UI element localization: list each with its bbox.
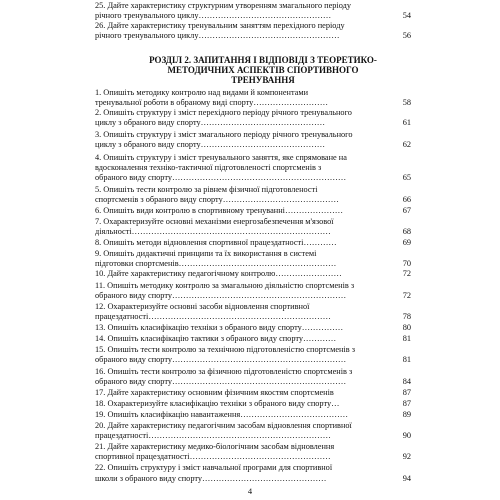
toc-entry-text: обраного виду спорту……………………………………………………… xyxy=(95,377,347,386)
toc-line xyxy=(95,334,407,344)
toc-entry-text: 17. Дайте характеристику основним фізичним якостям спортсменів xyxy=(95,388,334,397)
toc-line xyxy=(95,345,407,355)
toc-page-number: 66 xyxy=(402,195,411,204)
toc-line xyxy=(95,291,407,301)
toc-line xyxy=(95,431,407,441)
toc-entry-text: 8. Опишіть методи відновлення спортивної працездатності………… xyxy=(95,238,337,247)
toc-entry-text: 3. Опишіть структуру і зміст змагального періоду річного тренувального xyxy=(95,130,353,139)
toc-line xyxy=(95,238,407,248)
toc-entry-text: діяльності……………………………………………………………… xyxy=(95,227,331,236)
toc-entry-text: обраного виду спорту……………………………………………………… xyxy=(95,291,347,300)
section-heading-line-1: РОЗДІЛ 2. ЗАПИТАННЯ І ВІДПОВІДІ З ТЕОРЕТИКО- xyxy=(149,55,377,65)
toc-line xyxy=(95,163,407,173)
toc-entry-text: річного тренувального циклу…………………………………………… xyxy=(95,31,340,40)
toc-line xyxy=(95,302,407,312)
toc-page-number: 70 xyxy=(402,259,411,268)
section-heading xyxy=(118,55,408,85)
toc-entry-text: обраного виду спорту……………………………………………………… xyxy=(95,355,347,364)
toc-entry-text: 12. Охарактеризуйте основні засоби відновлення спортивної xyxy=(95,302,310,311)
toc-entry-text: обраного виду спорту……………………………………………………… xyxy=(95,173,347,182)
toc-entry-text: 20. Дайте характеристику педагогічним засобам відновлення спортивної xyxy=(95,421,352,430)
toc-line xyxy=(95,377,407,387)
toc-line xyxy=(95,88,407,98)
toc-page-number: 68 xyxy=(402,227,411,236)
toc-line xyxy=(95,421,407,431)
toc-line xyxy=(95,130,407,140)
toc-page-number: 90 xyxy=(402,431,411,440)
toc-entry-text: 18. Охарактеризуйте класифікацію техніки з обраного виду спорту… xyxy=(95,399,340,408)
toc-page-number: 87 xyxy=(402,388,411,397)
page-number: 4 xyxy=(247,486,253,496)
toc-page-number: 58 xyxy=(402,98,411,107)
toc-line xyxy=(95,367,407,377)
toc-entry-text: циклу з обраного виду спорту……………………………………… xyxy=(95,140,326,149)
toc-line xyxy=(95,11,407,21)
toc-entry-text: циклу з обраного виду спорту……………………………………… xyxy=(95,118,326,127)
toc-line xyxy=(95,195,407,205)
toc-line xyxy=(95,442,407,452)
toc-line xyxy=(95,452,407,462)
toc-entry-text: 10. Дайте характеристику педагогічному контролю…………………… xyxy=(95,269,342,278)
toc-entry-text: підготовки спортсменів………………………………………………… xyxy=(95,259,337,268)
toc-entry-text: 19. Опишіть класифікацію навантаження………………………………… xyxy=(95,410,349,419)
toc-line xyxy=(95,206,407,216)
toc-entry-text: 14. Опишіть класифікацію тактики з обраного виду спорту………… xyxy=(95,334,337,343)
toc-line xyxy=(95,185,407,195)
toc-line xyxy=(95,323,407,333)
toc-line xyxy=(95,259,407,269)
toc-page-number: 81 xyxy=(402,334,411,343)
toc-entry-text: тренувальної роботи в обраному виді спорту……………………… xyxy=(95,98,329,107)
toc-line xyxy=(95,249,407,259)
toc-line xyxy=(95,281,407,291)
toc-entry-text: 13. Опишіть класифікацію техніки з обраного виду спорту…………… xyxy=(95,323,344,332)
toc-entry-text: 6. Опишіть види контролю в спортивному тренуванні………………… xyxy=(95,206,344,215)
toc-entry-text: працездатності………………………………………………………… xyxy=(95,312,331,321)
toc-entry-text: 26. Дайте характеристику тренувальним заняттям перехідного періоду xyxy=(95,21,345,30)
toc-page-number: 87 xyxy=(402,399,411,408)
toc-entry-text: 7. Охарактеризуйте основні механізми енергозабезпечення м'язової xyxy=(95,217,334,226)
toc-line xyxy=(95,474,407,484)
toc-line xyxy=(95,463,407,473)
toc-line xyxy=(95,217,407,227)
section-heading-line-2: МЕТОДИЧНИХ АСПЕКТІВ СПОРТИВНОГО xyxy=(167,65,359,75)
toc-page-number: 69 xyxy=(402,238,411,247)
toc-line xyxy=(95,140,407,150)
toc-entry-text: 16. Опишіть тести контролю за фізичною підготовленістю спортсменів з xyxy=(95,367,353,376)
toc-entry-text: 22. Опишіть структуру і зміст навчальної програми для спортивної xyxy=(95,463,333,472)
toc-page-number: 72 xyxy=(402,269,411,278)
toc-line xyxy=(95,108,407,118)
toc-page-number: 78 xyxy=(402,312,411,321)
toc-page-number: 94 xyxy=(402,474,411,483)
toc-line xyxy=(95,355,407,365)
toc-line xyxy=(95,312,407,322)
section-heading-line-3: ТРЕНУВАННЯ xyxy=(231,75,295,85)
toc-page-number: 92 xyxy=(402,452,411,461)
toc-entry-text: працездатності………………………………………………………… xyxy=(95,431,331,440)
toc-page-number: 67 xyxy=(402,206,411,215)
toc-entry-text: 25. Дайте характеристику структурним утворенням змагального періоду xyxy=(95,1,352,10)
toc-line xyxy=(95,1,407,11)
toc-line xyxy=(95,410,407,420)
toc-line xyxy=(95,153,407,163)
toc-entry-text: 1. Опишіть методику контролю над видами й компонентами xyxy=(95,88,309,97)
toc-line xyxy=(95,173,407,183)
toc-line xyxy=(95,388,407,398)
toc-entry-text: 11. Опишіть методику контролю за змагальною діяльністю спортсменів з xyxy=(95,281,355,290)
toc-page-number: 65 xyxy=(402,173,411,182)
toc-entry-text: річного тренувального циклу………………………………………… xyxy=(95,11,332,20)
toc-page-number: 62 xyxy=(402,140,411,149)
toc-page-number: 80 xyxy=(402,323,411,332)
toc-entry-text: 15. Опишіть тести контролю за технічною підготовленістю спортсменів з xyxy=(95,345,356,354)
toc-line xyxy=(95,21,407,31)
toc-line xyxy=(95,118,407,128)
toc-page-number: 61 xyxy=(402,118,411,127)
toc-entry-text: школи з обраного виду спорту……………………………………… xyxy=(95,474,327,483)
toc-entry-text: 9. Опишіть дидактичні принципи та їх використання в системі xyxy=(95,249,317,258)
toc-page-number: 89 xyxy=(402,410,411,419)
toc-entry-text: 5. Опишіть тести контролю за рівнем фізичної підготовленості xyxy=(95,185,318,194)
toc-line xyxy=(95,227,407,237)
toc-page-number: 56 xyxy=(402,31,411,40)
toc-line xyxy=(95,399,407,409)
toc-entry-text: 2. Опишіть структуру і зміст перехідного періоду річного тренувального xyxy=(95,108,352,117)
toc-entry-text: спортивної працездатності…………………………………………… xyxy=(95,452,331,461)
toc-page-number: 72 xyxy=(402,291,411,300)
toc-entry-text: вдосконалення техніко-тактичної підготовленості спортсменів з xyxy=(95,163,322,172)
toc-page-number: 54 xyxy=(402,11,411,20)
toc-entry-text: 4. Опишіть структуру і зміст тренувального заняття, яке спрямоване на xyxy=(95,153,347,162)
toc-line xyxy=(95,31,407,41)
toc-entry-text: 21. Дайте характеристику медико-біологічним засобам відновлення xyxy=(95,442,335,451)
toc-page-number: 84 xyxy=(402,377,411,386)
toc-page-number: 81 xyxy=(402,355,411,364)
toc-entry-text: спортсменів з обраного виду спорту…………………………………… xyxy=(95,195,339,204)
toc-line xyxy=(95,98,407,108)
toc-line xyxy=(95,269,407,279)
